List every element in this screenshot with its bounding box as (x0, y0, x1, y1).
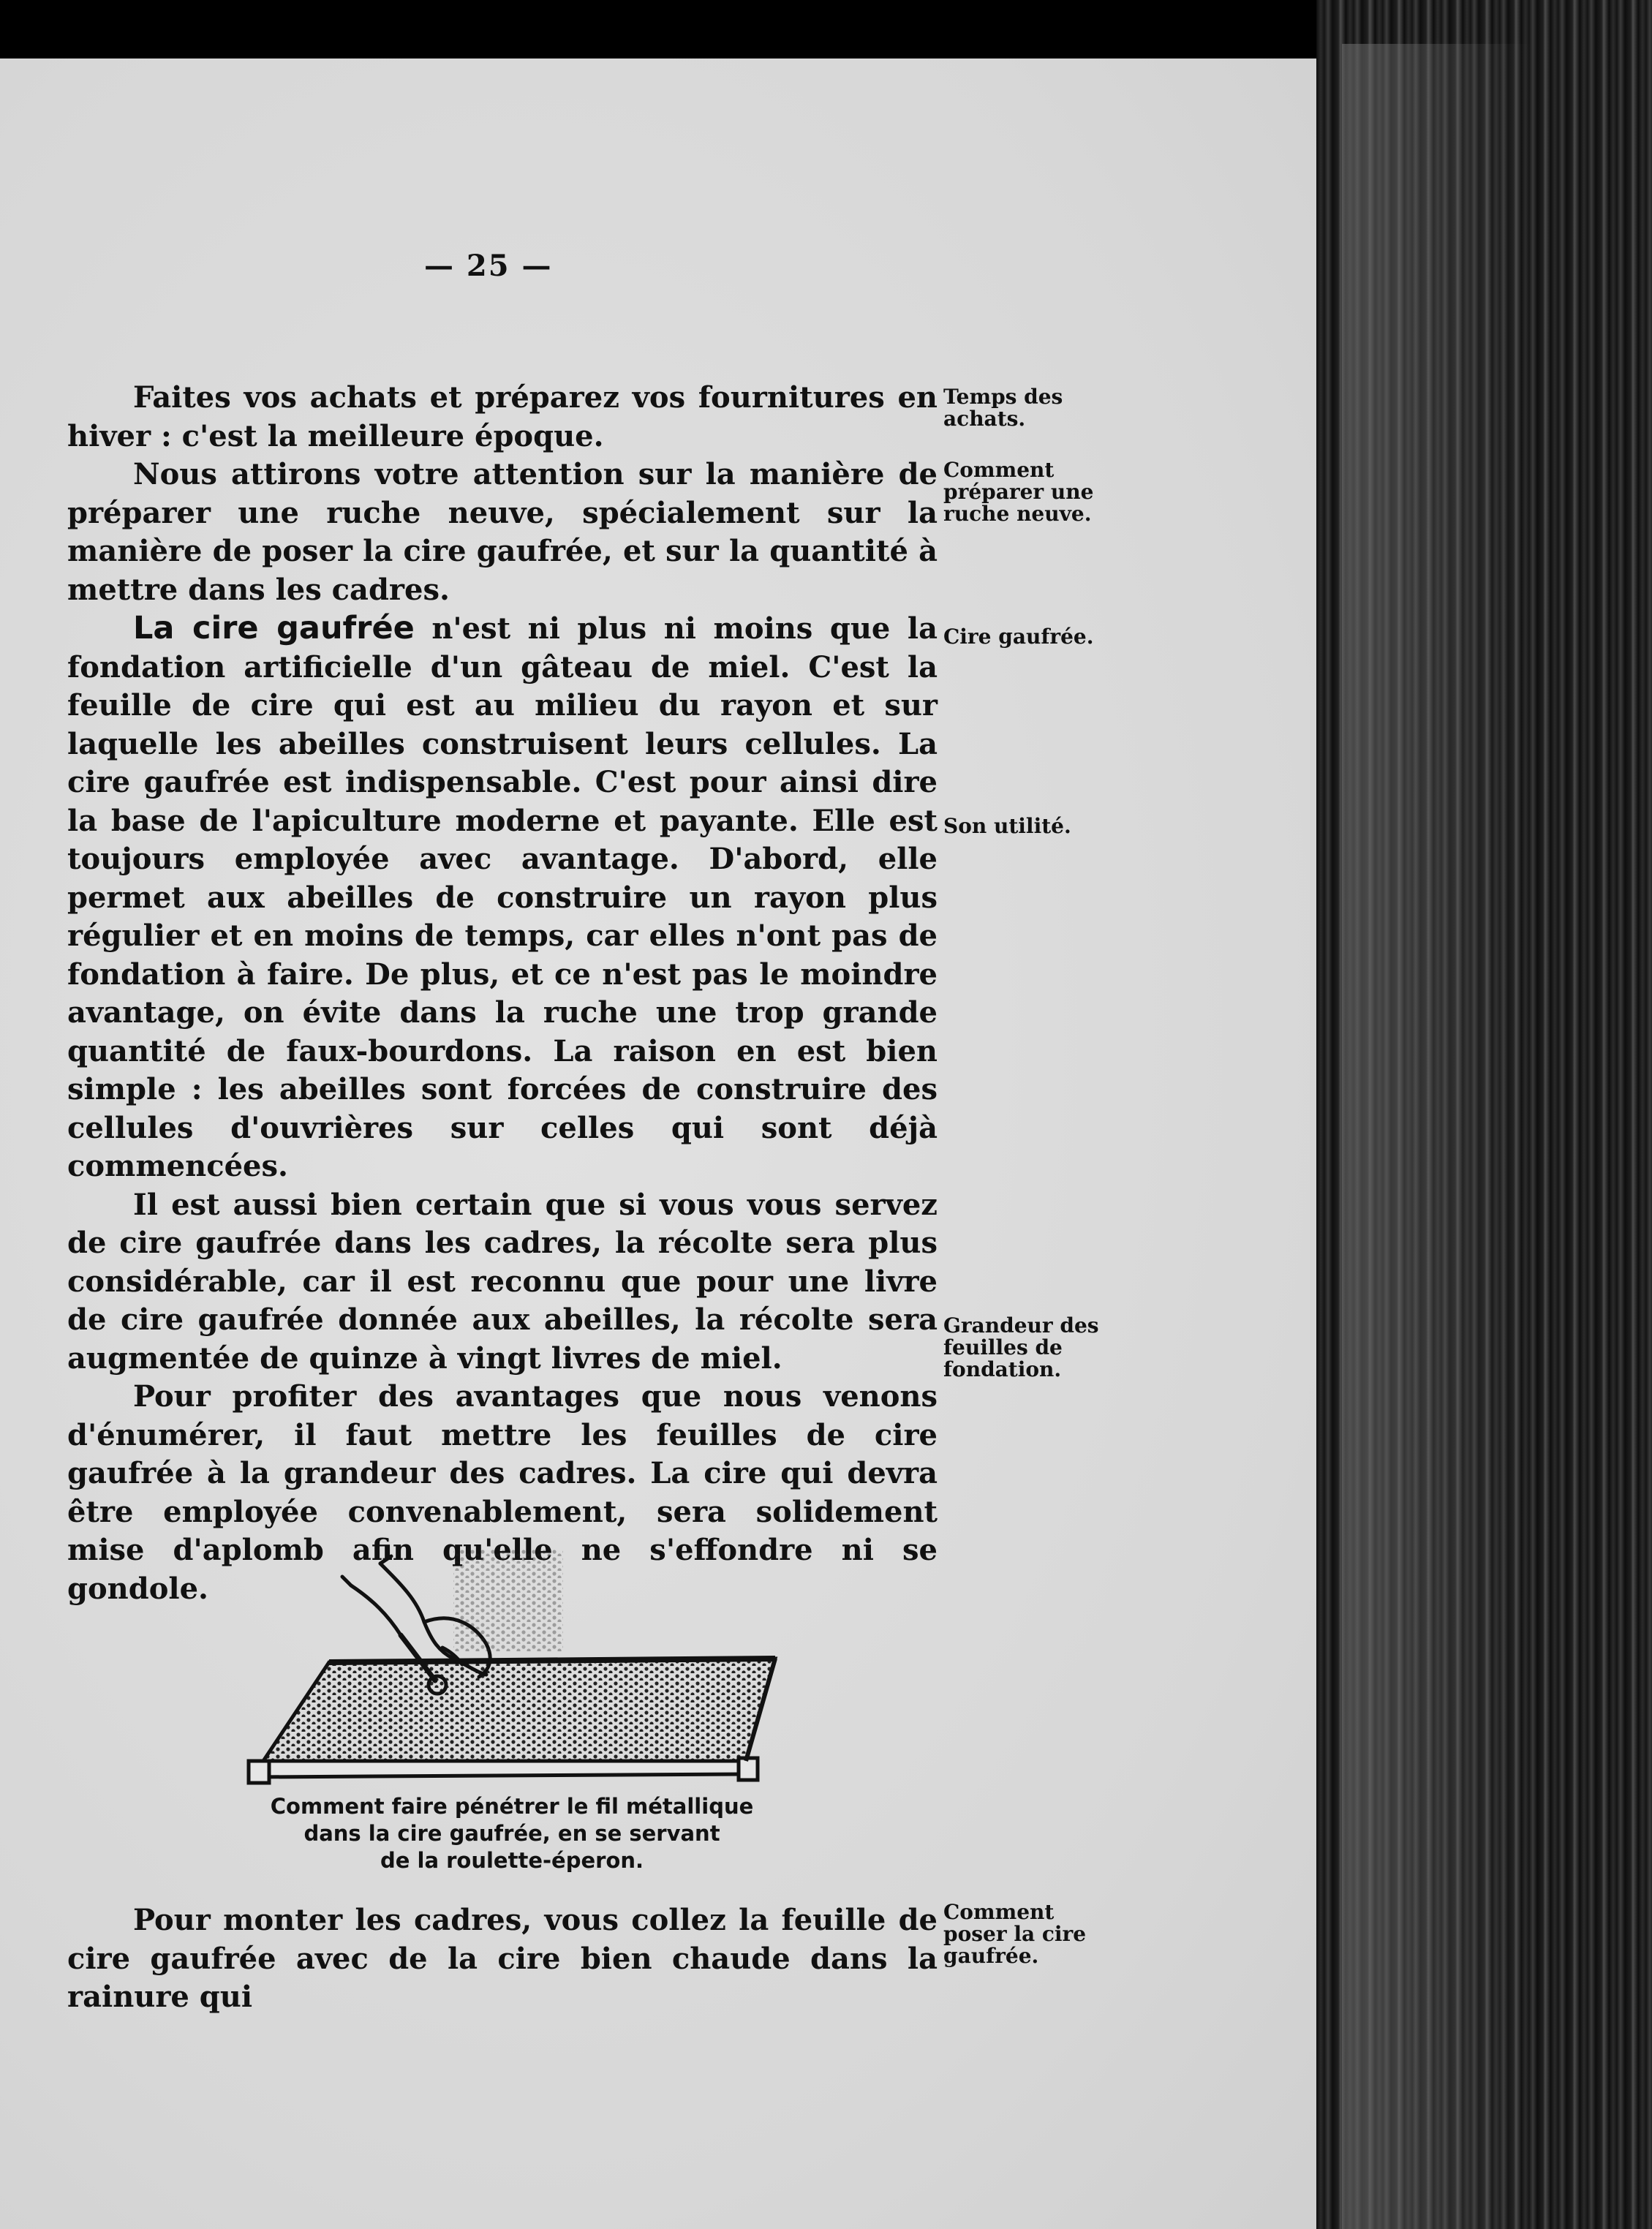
paragraph-3 (67, 609, 938, 1186)
margin-note-temps-achats: Temps des achats. (943, 385, 1063, 431)
body-text (67, 379, 938, 1608)
paragraph-4: Il est aussi bien certain que si vous vous servez de cire gaufrée dans les cadres, la récolte sera plus considérable, car il est reconnu que pour une livre de cire gaufrée donnée aux abeilles, la récolte sera augmentée de quinze à vingt livres de miel. (67, 1187, 938, 1376)
paragraph-6: Pour monter les cadres, vous collez la feuille de cire gaufrée avec de la cire bien chaude dans la rainure qui (67, 1903, 938, 2014)
page-number: — 25 — (424, 249, 553, 283)
margin-note-poser-cire: Comment poser la cire gaufrée. (943, 1900, 1087, 1968)
caption-line-3: de la roulette-éperon. (380, 1848, 644, 1873)
paragraph-2: Nous attirons votre attention sur la manière de préparer une ruche neuve, spécialement sur la manière de poser la cire gaufrée, et sur la quantité à mettre dans les cadres. (67, 457, 938, 607)
caption-line-2: dans la cire gaufrée, en se servant (303, 1821, 720, 1846)
body-text-continued (67, 1901, 938, 2017)
paragraph-3-text: n'est ni plus ni moins que la fondation artificielle d'un gâteau de miel. C'est la feuille de cire qui est au milieu du rayon et sur laquelle les abeilles construisent leurs cellules. La cire gaufrée est indispensable. C'est pour ainsi dire la base de l'apiculture moderne et payante. Elle est toujours employée avec avantage. D'abord, elle permet aux abeilles de construire un rayon plus régulier et en moins de temps, car elles n'ont pas de fondation à faire. De plus, et ce n'est pas le moindre avantage, on évite dans la ruche une trop grande quantité de faux-bourdons. La raison en est bien simple : les abeilles sont forcées de construire des cellules d'ouvrières sur celles qui sont déjà commencées. (67, 611, 938, 1183)
frame-tray-shape (249, 1659, 775, 1783)
margin-note-cire-gaufree: Cire gaufrée. (943, 625, 1094, 649)
caption-line-1: Comment faire pénétrer le fil métallique (270, 1794, 754, 1819)
margin-note-grandeur-feuilles: Grandeur des feuilles de fondation. (943, 1313, 1099, 1381)
roulette-eperon-illustration (234, 1542, 790, 1790)
margin-note-son-utilite: Son utilité. (943, 814, 1071, 838)
figure-caption (234, 1793, 790, 1874)
margin-note-preparer-ruche: Comment préparer une ruche neuve. (943, 458, 1094, 526)
paragraph-5: Pour profiter des avantages que nous venons d'énumérer, il faut mettre les feuilles de cire gaufrée à la grandeur des cadres. La cire qui devra être employée convenablement, sera solidement mise d'aplomb afin qu'elle ne s'effondre ni se gondole. (67, 1379, 938, 1606)
page-edge-shadow (1342, 44, 1532, 2229)
paragraph-1: Faites vos achats et préparez vos fournitures en hiver : c'est la meilleure époque. (67, 380, 938, 453)
emphasis-cire-gaufree: La cire gaufrée (133, 610, 415, 646)
